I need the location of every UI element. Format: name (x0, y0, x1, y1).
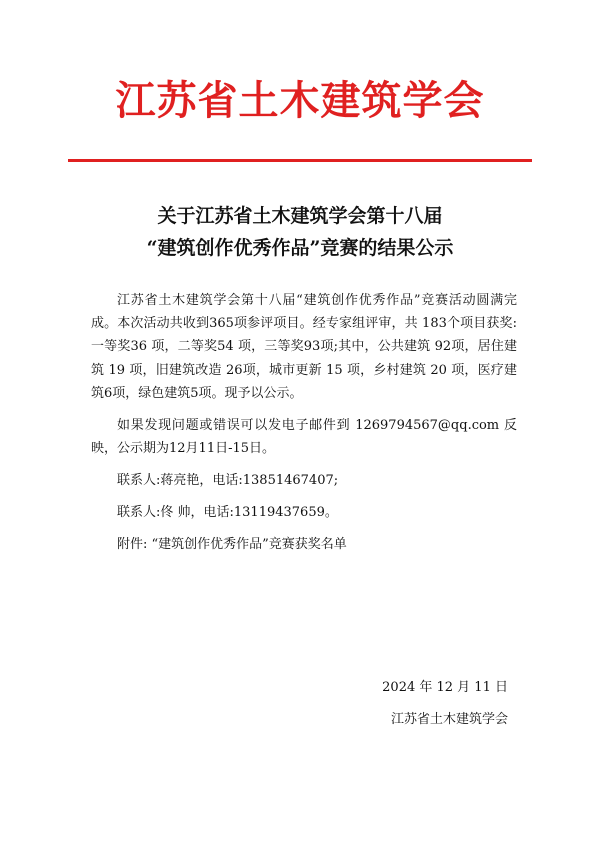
notice-title (0, 200, 600, 264)
notice-title-line-2: “建筑创作优秀作品”竞赛的结果公示 (146, 237, 454, 259)
feedback-paragraph: 如果发现问题或错误可以发电子邮件到 1269794567@qq.com 反映，公示期为12月11日-15日。 (91, 417, 517, 457)
organization-header (0, 78, 600, 124)
notice-body (91, 289, 517, 565)
signature-organization: 江苏省土木建筑学会 (390, 712, 508, 727)
results-paragraph: 江苏省土木建筑学会第十八届“建筑创作优秀作品”竞赛活动圆满完成。本次活动共收到365项参评项目。经专家组评审，共 183个项目获奖:一等奖36 项，二等奖54 项，三等奖93项;其中，公共建筑 92项，居住建筑 19 项，旧建筑改造 26项，城市更新 15 项，乡村建筑 20 项，医疗建筑6项，绿色建筑5项。现予以公示。 (91, 293, 517, 401)
contact-person-1: 联系人:蒋亮艳，电话:13851467407; (117, 473, 339, 489)
signature-date: 2024 年 12 月 11 日 (382, 680, 508, 695)
attachment-line: 附件: “建筑创作优秀作品”竞赛获奖名单 (117, 537, 347, 553)
notice-title-line-1: 关于江苏省土木建筑学会第十八届 (157, 205, 443, 227)
header-divider (68, 159, 532, 162)
contact-person-2: 联系人:佟 帅，电话:13119437659。 (117, 505, 338, 521)
organization-name: 江苏省土木建筑学会 (115, 77, 485, 124)
